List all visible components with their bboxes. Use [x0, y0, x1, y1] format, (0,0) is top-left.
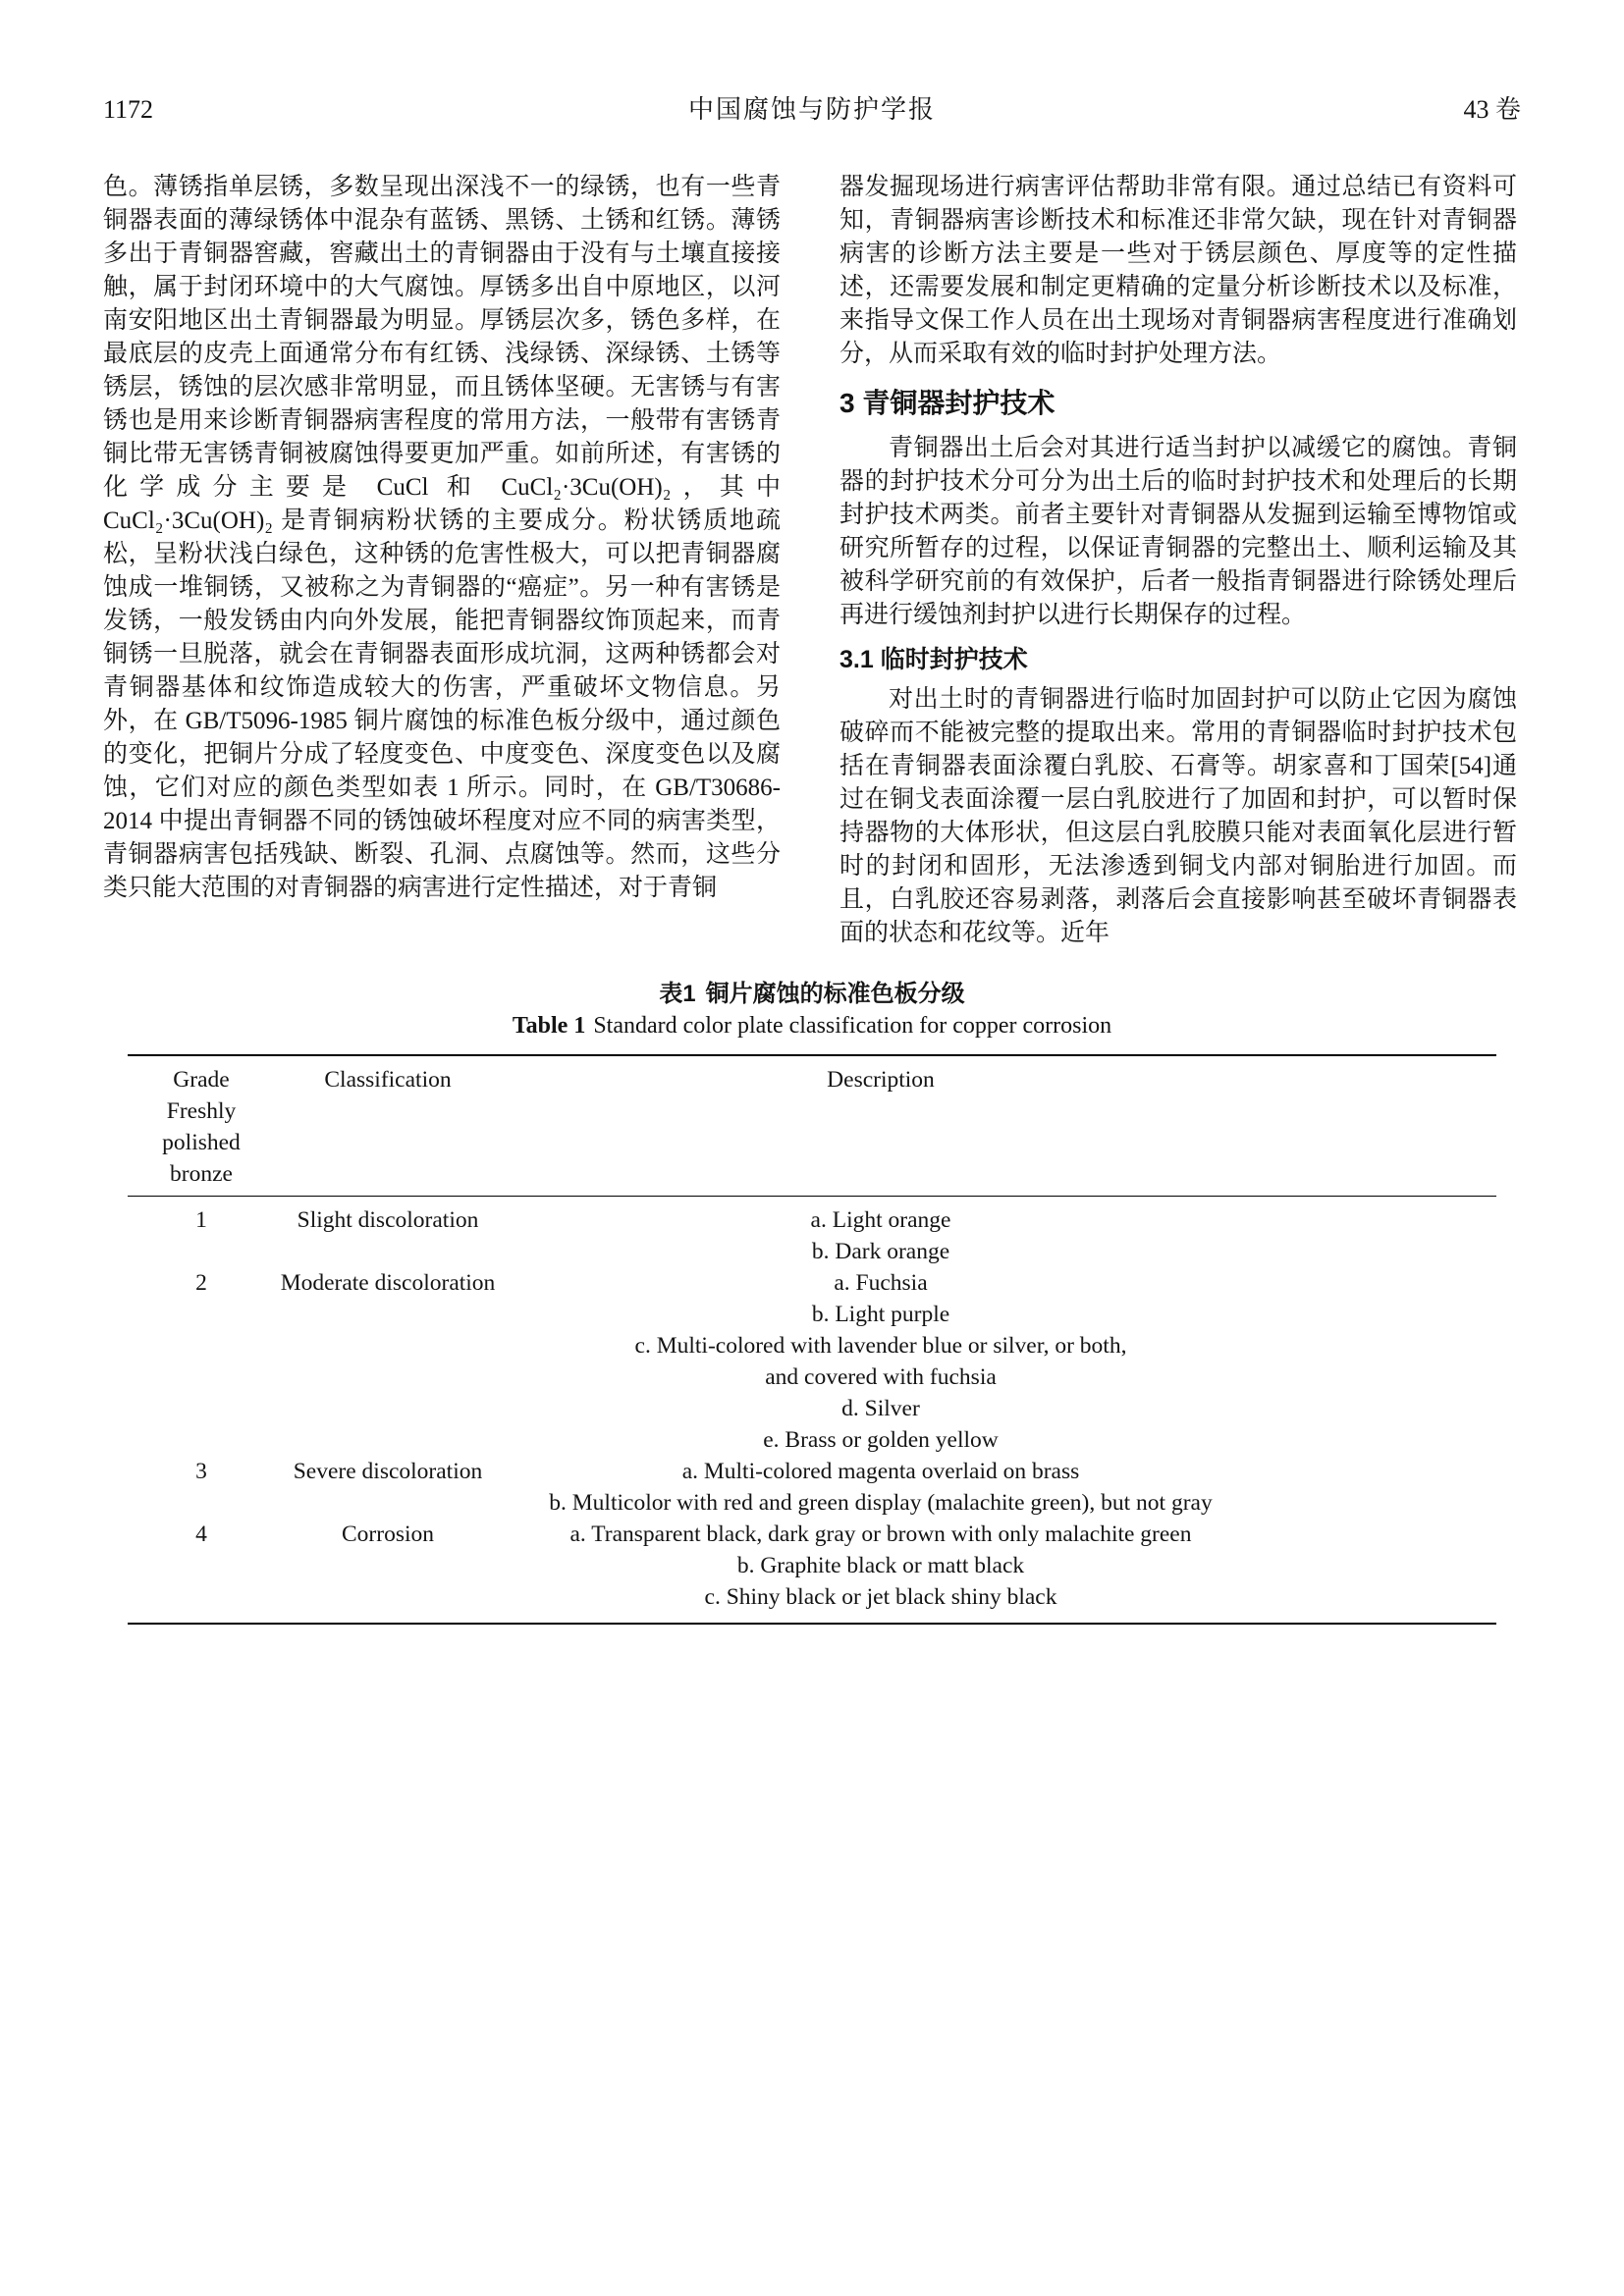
empty-cell: [275, 1424, 501, 1456]
table-row: [128, 1267, 1496, 1299]
header-grade: Grade: [173, 1067, 230, 1093]
table-caption-zh-text: 铜片腐蚀的标准色板分级: [705, 981, 965, 1007]
empty-cell: [128, 1362, 275, 1393]
grade-cell: 4: [195, 1522, 207, 1547]
description-cell: b. Graphite black or matt black: [736, 1553, 1025, 1578]
empty-cell: [501, 1158, 1261, 1190]
description-cell: and covered with fuchsia: [765, 1364, 997, 1390]
table-row: [128, 1330, 1496, 1362]
color-plate-table: [128, 1054, 1496, 1625]
empty-cell: [128, 1550, 275, 1581]
empty-cell: [275, 1330, 501, 1362]
description-cell: c. Multi-colored with lavender blue or silver, or both,: [634, 1333, 1127, 1359]
empty-cell: [275, 1095, 501, 1158]
description-cell: b. Dark orange: [811, 1239, 950, 1264]
body-columns: [103, 171, 1521, 950]
empty-cell: [128, 1299, 275, 1330]
section-heading: 3 青铜器封护技术: [839, 388, 1056, 418]
running-head: [103, 90, 1521, 130]
table-header-row: [128, 1064, 1496, 1095]
empty-cell: [128, 1424, 275, 1456]
description-cell: a. Light orange: [810, 1207, 951, 1233]
empty-cell: [128, 1236, 275, 1267]
body-paragraph: 器发掘现场进行病害评估帮助非常有限。通过总结已有资料可知，青铜器病害诊断技术和标准还非常欠缺，现在针对青铜器病害的诊断方法主要是一些对于锈层颜色、厚度等的定性描述，还需要发展和制定更精确的定量分析诊断技术以及标准，来指导文保工作人员在出土现场对青铜器病害程度进行准确划分，从而采取有效的临时封护处理方法。: [839, 174, 1517, 367]
classification-cell: Corrosion: [342, 1522, 434, 1547]
empty-cell: [275, 1362, 501, 1393]
right-column: [839, 171, 1517, 950]
body-paragraph: 对出土时的青铜器进行临时加固封护可以防止它因为腐蚀破碎而不能被完整的提取出来。常用的青铜器临时封护技术包括在青铜器表面涂覆白乳胶、石膏等。胡家喜和丁国荣[54]通过在铜戈表面涂覆一层白乳胶进行了加固和封护，可以暂时保持器物的大体形状，但这层白乳胶膜只能对表面氧化层进行暂时的封闭和固形，无法渗透到铜戈内部对铜胎进行加固。而且，白乳胶还容易剥落，剥落后会直接影响甚至破坏青铜器表面的状态和花纹等。近年: [839, 686, 1517, 946]
baseline-row: [128, 1095, 1496, 1158]
classification-cell: Slight discoloration: [297, 1207, 479, 1233]
empty-cell: [128, 1487, 275, 1519]
table-row: [128, 1456, 1496, 1487]
table-row: [128, 1550, 1496, 1581]
description-cell: d. Silver: [841, 1396, 920, 1421]
baseline-grade-line2: bronze: [170, 1161, 233, 1187]
baseline-grade-line1: Freshly polished: [162, 1098, 241, 1155]
table-row: [128, 1487, 1496, 1519]
empty-cell: [128, 1393, 275, 1424]
table-row: [128, 1236, 1496, 1267]
table-row: [128, 1299, 1496, 1330]
empty-cell: [275, 1299, 501, 1330]
description-cell: e. Brass or golden yellow: [763, 1427, 999, 1453]
empty-cell: [128, 1330, 275, 1362]
description-cell: b. Multicolor with red and green display (malachite green), but not gray: [549, 1490, 1213, 1516]
empty-cell: [275, 1581, 501, 1613]
table-section: [103, 980, 1521, 1625]
description-cell: a. Fuchsia: [834, 1270, 928, 1296]
table-row: [128, 1424, 1496, 1456]
empty-cell: [275, 1158, 501, 1190]
header-description: Description: [827, 1067, 935, 1093]
description-cell: c. Shiny black or jet black shiny black: [704, 1584, 1057, 1610]
table-caption-en-label: Table 1: [512, 1013, 586, 1039]
grade-cell: 1: [195, 1207, 207, 1233]
description-cell: b. Light purple: [811, 1302, 950, 1327]
table-caption-en-text: Standard color plate classification for copper corrosion: [593, 1013, 1112, 1039]
baseline-row: [128, 1158, 1496, 1190]
table-head: [128, 1056, 1496, 1197]
description-cell: a. Transparent black, dark gray or brown with only malachite green: [569, 1522, 1192, 1547]
classification-cell: Moderate discoloration: [280, 1270, 496, 1296]
table-row: [128, 1204, 1496, 1236]
empty-cell: [275, 1393, 501, 1424]
page-number: 1172: [103, 95, 154, 124]
empty-cell: [275, 1550, 501, 1581]
table-row: [128, 1393, 1496, 1424]
table-row: [128, 1519, 1496, 1550]
subsection-heading: 3.1 临时封护技术: [839, 646, 1028, 673]
body-paragraph: 色。薄锈指单层锈，多数呈现出深浅不一的绿锈，也有一些青铜器表面的薄绿锈体中混杂有蓝锈、黑锈、土锈和红锈。薄锈多出于青铜器窖藏，窖藏出土的青铜器由于没有与土壤直接接触，属于封闭环境中的大气腐蚀。厚锈多出自中原地区，以河南安阳地区出土青铜器最为明显。厚锈层次多，锈色多样，在最底层的皮壳上面通常分布有红锈、浅绿锈、深绿锈、土锈等锈层，锈蚀的层次感非常明显，而且锈体坚硬。无害锈与有害锈也是用来诊断青铜器病害程度的常用方法，一般带有害锈青铜比带无害锈青铜被腐蚀得要更加严重。如前所述，有害锈的化学成分主要是 CuCl 和 CuCl₂·3Cu(OH)₂，其中 CuCl₂·3Cu(OH)₂ 是青铜病粉状锈的主要成分。粉状锈质地疏松，呈粉状浅白绿色，这种锈的危害性极大，可以把青铜器腐蚀成一堆铜锈，又被称之为青铜器的“癌症”。另一种有害锈是发锈，一般发锈由内向外发展，能把青铜器纹饰顶起来，而青铜锈一旦脱落，就会在青铜器表面形成坑洞，这两种锈都会对青铜器基体和纹饰造成较大的伤害，严重破坏文物信息。另外，在 GB/T5096-1985 铜片腐蚀的标准色板分级中，通过颜色的变化，把铜片分成了轻度变色、中度变色、深度变色以及腐蚀，它们对应的颜色类型如表 1 所示。同时，在 GB/T30686-2014 中提出青铜器不同的锈蚀破坏程度对应不同的病害类型，青铜器病害包括残缺、断裂、孔洞、点腐蚀等。然而，这些分类只能大范围的对青铜器的病害进行定性描述，对于青铜: [103, 174, 781, 901]
left-column: [103, 171, 781, 950]
table-body: [128, 1197, 1496, 1623]
empty-cell: [128, 1581, 275, 1613]
table-caption-en: [103, 1011, 1521, 1041]
body-paragraph: 青铜器出土后会对其进行适当封护以减缓它的腐蚀。青铜器的封护技术分可分为出土后的临时封护技术和处理后的长期封护技术两类。前者主要针对青铜器从发掘到运输至博物馆或研究所暂存的过程，以保证青铜器的完整出土、顺利运输及其被科学研究前的有效保护，后者一般指青铜器进行除锈处理后再进行缓蚀剂封护以进行长期保存的过程。: [839, 435, 1517, 628]
table-caption-zh-label: 表1: [659, 981, 696, 1007]
empty-cell: [275, 1236, 501, 1267]
header-classification: Classification: [324, 1067, 452, 1093]
journal-title: 中国腐蚀与防护学报: [687, 95, 936, 124]
classification-cell: Severe discoloration: [293, 1459, 483, 1484]
empty-cell: [501, 1095, 1261, 1158]
table-row: [128, 1581, 1496, 1613]
grade-cell: 3: [195, 1459, 207, 1484]
grade-cell: 2: [195, 1270, 207, 1296]
volume-number: 43 卷: [1463, 95, 1521, 124]
empty-cell: [275, 1487, 501, 1519]
description-cell: a. Multi-colored magenta overlaid on brass: [681, 1459, 1080, 1484]
table-caption-zh: [103, 980, 1521, 1009]
table-row: [128, 1362, 1496, 1393]
